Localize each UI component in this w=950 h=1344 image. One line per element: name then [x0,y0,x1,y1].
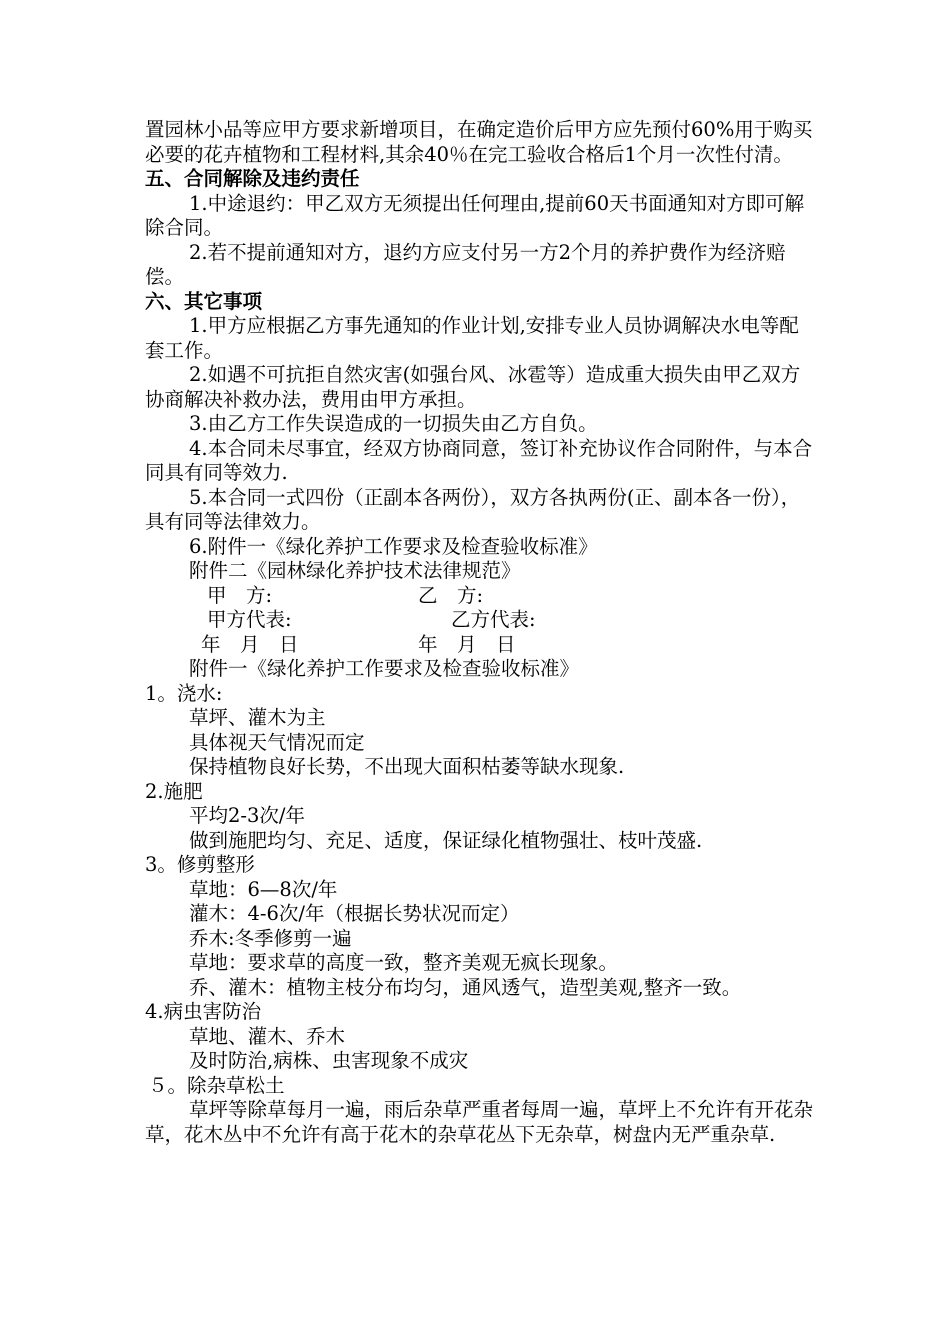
signature-representative-row [145,608,815,633]
party-a-representative-label: 甲方代表: [207,608,292,631]
signature-party-row [145,584,815,609]
clause-5-1: 1.中途退约：甲乙双方无须提出任何理由,提前60天书面通知对方即可解除合同。 [145,191,805,239]
party-b-representative-label: 乙方代表: [451,608,536,631]
clause-6-4: 4.本合同未尽事宜，经双方协商同意，签订补充协议作合同附件，与本合同具有同等效力. [145,436,813,484]
item-3-pruning: 3。修剪整形 [145,853,255,876]
section-heading-5: 五、合同解除及违约责任 [145,167,360,190]
section-heading-6: 六、其它事项 [145,289,263,313]
party-a-label: 甲 方: [207,583,273,607]
item-2-line-a: 平均2-3次/年 [189,804,305,827]
item-3-line-c: 乔木:冬季修剪一遍 [189,926,352,950]
clause-6-3: 3.由乙方工作失误造成的一切损失由乙方自负。 [189,412,598,435]
clause-6-5: 5.本合同一式四份（正副本各两份），双方各执两份(正、副本各一份），具有同等法律效力。 [145,485,801,533]
item-3-line-a: 草地：6—8次/年 [189,877,338,901]
item-4-pest-control: 4.病虫害防治 [145,1000,262,1023]
item-4-line-b: 及时防治,病株、虫害现象不成灾 [189,1049,469,1072]
item-3-line-e: 乔、灌木：植物主枝分布均匀，通风透气，造型美观,整齐一致。 [189,975,742,999]
item-1-watering: 1。浇水: [145,681,223,705]
item-2-fertilizing: 2.施肥 [145,779,203,803]
item-3-line-b: 灌木：4-6次/年（根据长势状况而定） [189,902,520,925]
document-body [145,118,815,1147]
party-b-date-label: 年 月 日 [418,632,516,656]
paragraph-payment: 置园林小品等应甲方要求新增项目，在确定造价后甲方应先预付60%用于购买必要的花卉植物和工程材料,其余40％在完工验收合格后1个月一次性付清。 [145,118,813,166]
item-5-line-a: 草坪等除草每月一遍，雨后杂草严重者每周一遍，草坪上不允许有开花杂草，花木丛中不允许有高于花木的杂草花丛下无杂草，树盘内无严重杂草. [145,1098,814,1146]
clause-6-2: 2.如遇不可抗拒自然灾害(如强台风、冰雹等）造成重大损失由甲乙双方协商解决补救办法，费用由甲方承担。 [145,363,801,411]
clause-6-6: 6.附件一《绿化养护工作要求及检查验收标准》 [189,534,598,558]
item-1-line-b: 具体视天气情况而定 [189,730,365,754]
item-5-weeding: ５。除杂草松土 [148,1073,285,1097]
item-2-line-b: 做到施肥均匀、充足、适度，保证绿化植物强壮、枝叶茂盛. [189,828,703,852]
party-b-label: 乙 方: [418,583,484,607]
clause-5-2: 2.若不提前通知对方，退约方应支付另一方2个月的养护费作为经济赔偿。 [145,240,786,288]
signature-date-row [145,633,815,658]
party-a-date-label: 年 月 日 [201,632,299,656]
item-4-line-a: 草地、灌木、乔木 [189,1024,346,1048]
item-3-line-d: 草地：要求草的高度一致，整齐美观无疯长现象。 [189,951,619,974]
attachment-2-line: 附件二《园林绿化养护技术法律规范》 [189,559,521,582]
clause-6-1: 1.甲方应根据乙方事先通知的作业计划,安排专业人员协调解决水电等配套工作。 [145,314,799,362]
item-1-line-a: 草坪、灌木为主 [189,706,326,729]
item-1-line-c: 保持植物良好长势，不出现大面积枯萎等缺水现象. [189,755,625,778]
attachment-1-title: 附件一《绿化养护工作要求及检查验收标准》 [189,657,580,680]
